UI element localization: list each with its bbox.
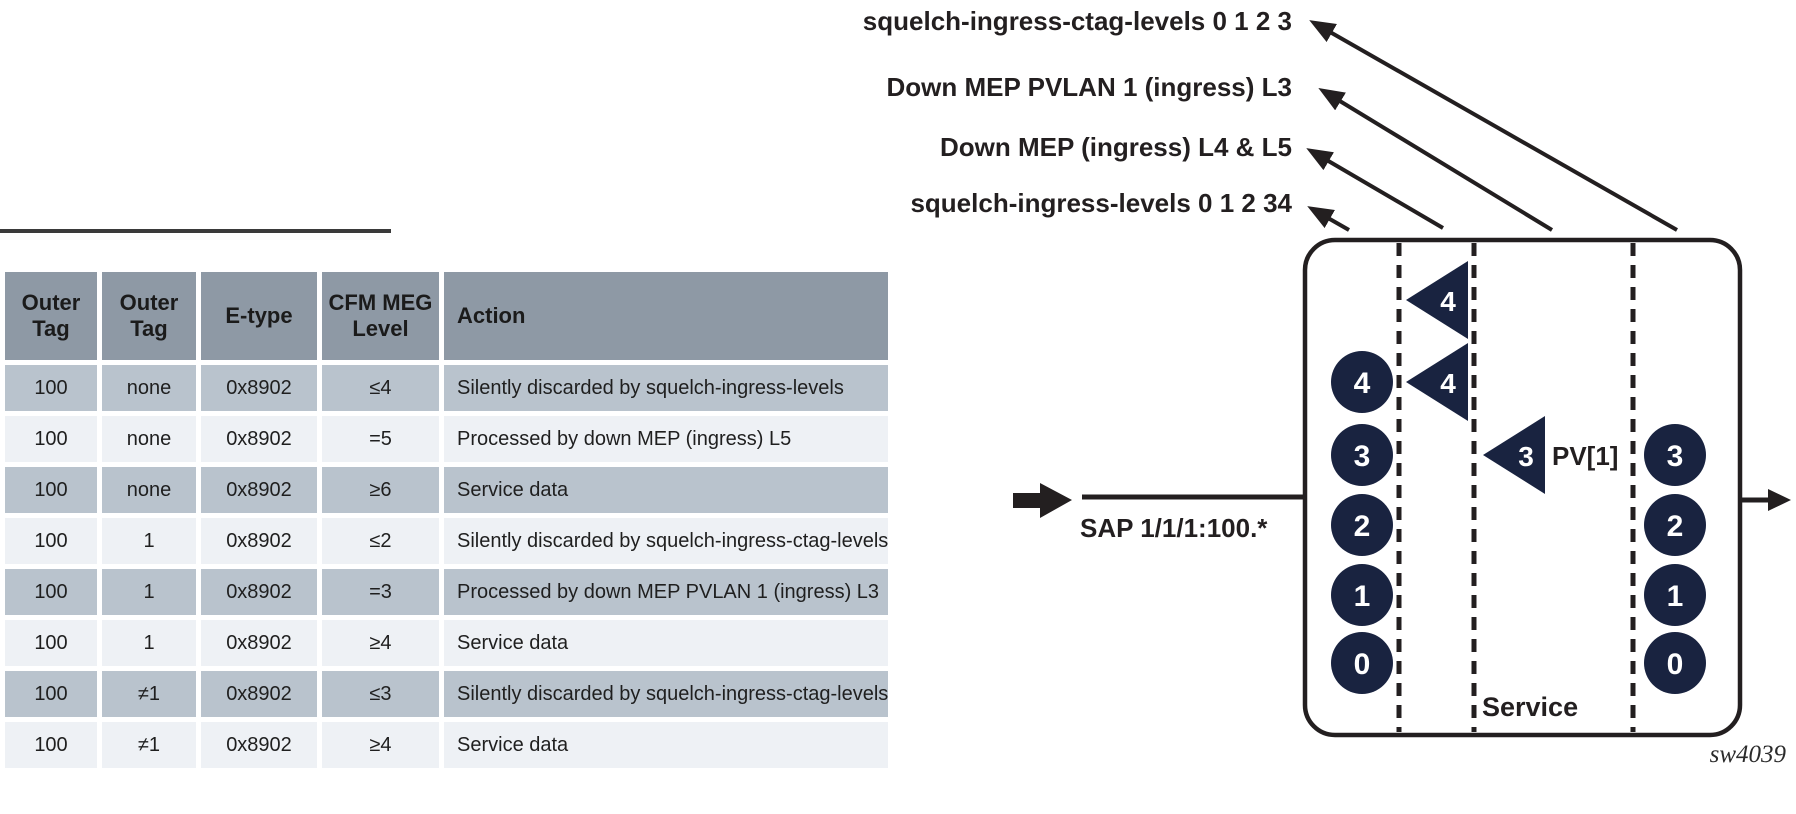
mep-triangle-pvlan-label: 3 (1518, 441, 1534, 472)
table-cell: 0x8902 (201, 518, 317, 564)
level-circle-right-3-label: 3 (1666, 440, 1684, 473)
mep-triangle-top-label: 4 (1440, 286, 1456, 317)
annotation-label-squelch-levels: squelch-ingress-levels 0 1 2 34 (910, 188, 1292, 218)
table-cell-action: Silently discarded by squelch-ingress-ctag-levels (444, 518, 888, 564)
table-cell: 100 (5, 416, 97, 462)
table-cell: 0x8902 (201, 620, 317, 666)
table-cell: ≥6 (322, 467, 439, 513)
sap-label: SAP 1/1/1:100.* (1080, 513, 1268, 543)
table-cell: 1 (102, 620, 196, 666)
column-header-outer-tag-2: Outer Tag (102, 272, 196, 360)
table-cell: 0x8902 (201, 569, 317, 615)
level-circle-left-0-label: 0 (1353, 648, 1371, 681)
table-cell: 100 (5, 518, 97, 564)
table-cell-action: Processed by down MEP (ingress) L5 (444, 416, 888, 462)
level-circle-left-2-label: 2 (1353, 510, 1371, 543)
table-cell: 0x8902 (201, 671, 317, 717)
egress-arrow-head (1768, 489, 1791, 511)
table-cell: 1 (102, 518, 196, 564)
table-cell: ≤4 (322, 365, 439, 411)
table-cell: 100 (5, 467, 97, 513)
table-cell: none (102, 416, 196, 462)
annotation-arrow-ctag-levels (1316, 24, 1677, 230)
table-cell: ≥4 (322, 722, 439, 768)
annotation-label-down-mep-pvlan: Down MEP PVLAN 1 (ingress) L3 (886, 72, 1292, 102)
column-header-etype: E-type (201, 272, 317, 360)
table-cell: 100 (5, 722, 97, 768)
table-cell: 100 (5, 569, 97, 615)
table-cell-action: Service data (444, 722, 888, 768)
table-cell: 100 (5, 671, 97, 717)
table-cell-action: Service data (444, 620, 888, 666)
table-cell-action: Silently discarded by squelch-ingress-levels (444, 365, 888, 411)
table-cell: 0x8902 (201, 467, 317, 513)
table-cell: =5 (322, 416, 439, 462)
table-cell: none (102, 365, 196, 411)
column-header-cfm-meg-level: CFM MEG Level (322, 272, 439, 360)
level-circle-left-4-label: 4 (1353, 367, 1371, 400)
table-cell-action: Processed by down MEP PVLAN 1 (ingress) L3 (444, 569, 888, 615)
column-header-outer-tag-1: Outer Tag (5, 272, 97, 360)
level-circle-right-2-label: 2 (1666, 510, 1684, 543)
level-circle-right-1-label: 1 (1666, 580, 1684, 613)
table-cell: =3 (322, 569, 439, 615)
table-cell: ≤3 (322, 671, 439, 717)
annotation-arrow-pvlan-mep (1325, 92, 1552, 230)
table-cell: 1 (102, 569, 196, 615)
table-cell: ≤2 (322, 518, 439, 564)
column-header-action: Action (444, 272, 888, 360)
annotation-label-down-mep-l4-l5: Down MEP (ingress) L4 & L5 (939, 132, 1292, 162)
annotation-arrow-l4-l5-mep (1313, 152, 1443, 228)
table-cell: 0x8902 (201, 365, 317, 411)
pv1-label: PV[1] (1552, 441, 1619, 471)
table-cell-action: Service data (444, 467, 888, 513)
table-cell-action: Silently discarded by squelch-ingress-ctag-levels (444, 671, 888, 717)
service-label: Service (1482, 692, 1579, 722)
table-cell: ≥4 (322, 620, 439, 666)
level-circle-left-3-label: 3 (1353, 440, 1371, 473)
table-cell: ≠1 (102, 671, 196, 717)
table-cell: ≠1 (102, 722, 196, 768)
level-circle-right-0-label: 0 (1666, 648, 1684, 681)
mep-triangle-middle-label: 4 (1440, 368, 1456, 399)
table-cell: 100 (5, 365, 97, 411)
table-cell: none (102, 467, 196, 513)
table-cell: 100 (5, 620, 97, 666)
annotation-arrow-squelch-levels (1314, 210, 1349, 230)
figure-id: sw4039 (1709, 741, 1786, 768)
table-cell: 0x8902 (201, 416, 317, 462)
annotation-label-squelch-ctag: squelch-ingress-ctag-levels 0 1 2 3 (862, 6, 1292, 36)
level-circle-left-1-label: 1 (1353, 580, 1371, 613)
table-cell: 0x8902 (201, 722, 317, 768)
ingress-block-arrow (1013, 483, 1072, 518)
